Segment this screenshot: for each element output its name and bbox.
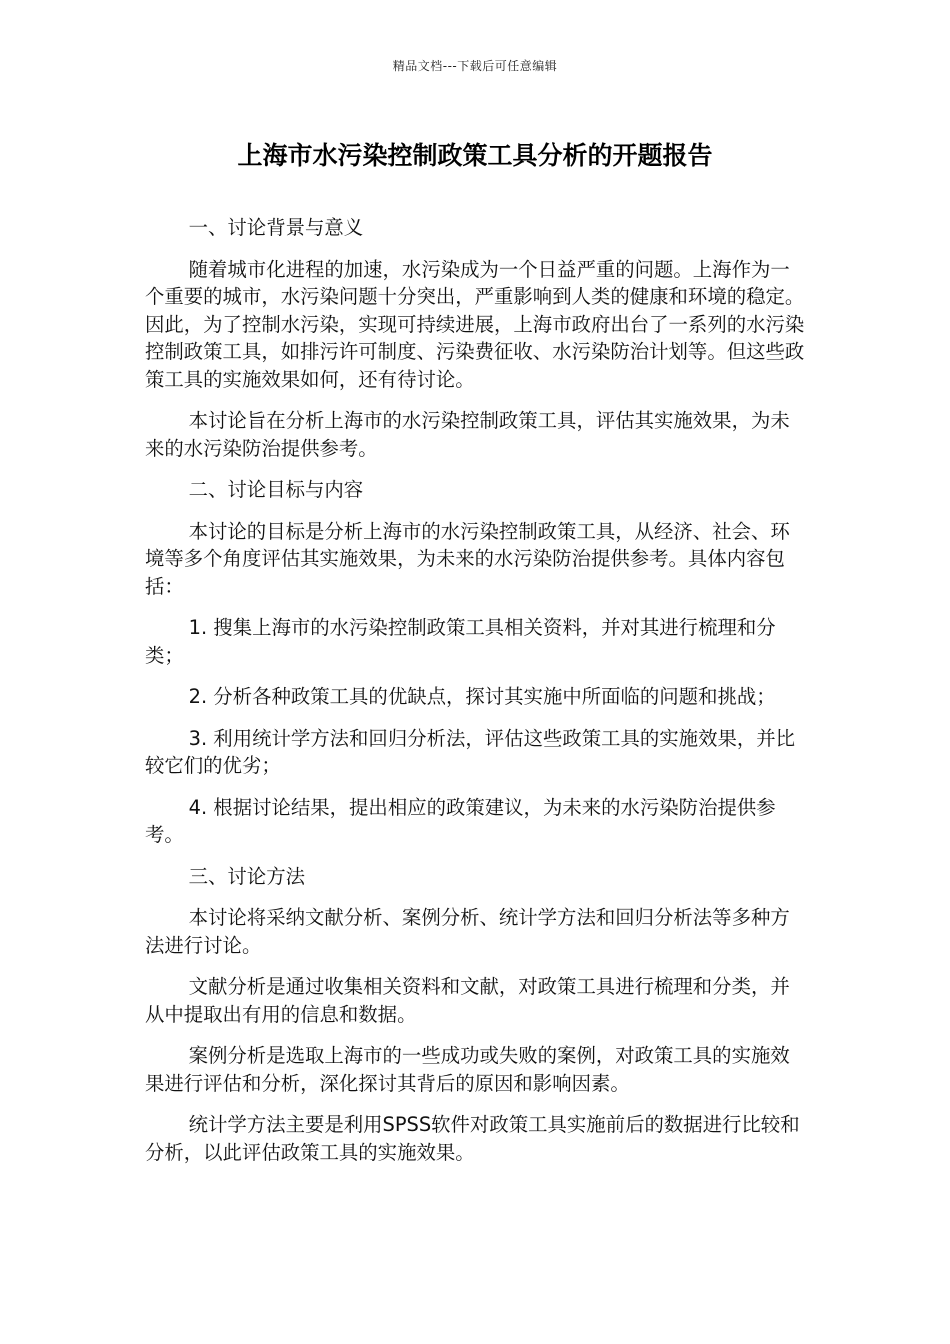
paragraph: 本讨论的目标是分析上海市的水污染控制政策工具，从经济、社会、环境等多个角度评估其实施效果，为未来的水污染防治提供参考。具体内容包括： [145, 519, 790, 598]
list-item: 1. 搜集上海市的水污染控制政策工具相关资料，并对其进行梳理和分类； [145, 616, 776, 667]
header-note: 精品文档---下载后可任意编辑 [392, 59, 558, 73]
paragraph: 随着城市化进程的加速，水污染成为一个日益严重的问题。上海作为一个重要的城市，水污染问题十分突出，严重影响到人类的健康和环境的稳定。因此，为了控制水污染，实现可持续进展，上海市政府出台了一系列的水污染控制政策工具，如排污许可制度、污染费征收、水污染防治计划等。但这些政策工具的实施效果如何，还有待讨论。 [145, 257, 805, 391]
paragraph: 本讨论旨在分析上海市的水污染控制政策工具，评估其实施效果，为未来的水污染防治提供参考。 [145, 409, 790, 460]
document-title: 上海市水污染控制政策工具分析的开题报告 [237, 141, 713, 170]
list-item: 2. 分析各种政策工具的优缺点，探讨其实施中所面临的问题和挑战； [188, 685, 776, 708]
paragraph: 统计学方法主要是利用SPSS软件对政策工具实施前后的数据进行比较和分析，以此评估政策工具的实施效果。 [145, 1113, 800, 1164]
section-heading-background: 一、讨论背景与意义 [188, 216, 364, 239]
paragraph: 案例分析是选取上海市的一些成功或失败的案例，对政策工具的实施效果进行评估和分析，深化探讨其背后的原因和影响因素。 [145, 1044, 790, 1095]
list-item: 4. 根据讨论结果，提出相应的政策建议，为未来的水污染防治提供参考。 [145, 795, 776, 846]
paragraph: 本讨论将采纳文献分析、案例分析、统计学方法和回归分析法等多种方法进行讨论。 [145, 906, 790, 957]
document-body [145, 214, 807, 1180]
list-item: 3. 利用统计学方法和回归分析法，评估这些政策工具的实施效果，并比较它们的优劣； [145, 726, 796, 777]
section-heading-methods: 三、讨论方法 [188, 864, 305, 888]
section-heading-goals: 二、讨论目标与内容 [188, 478, 364, 501]
paragraph: 文献分析是通过收集相关资料和文献，对政策工具进行梳理和分类，并从中提取出有用的信息和数据。 [145, 975, 790, 1026]
